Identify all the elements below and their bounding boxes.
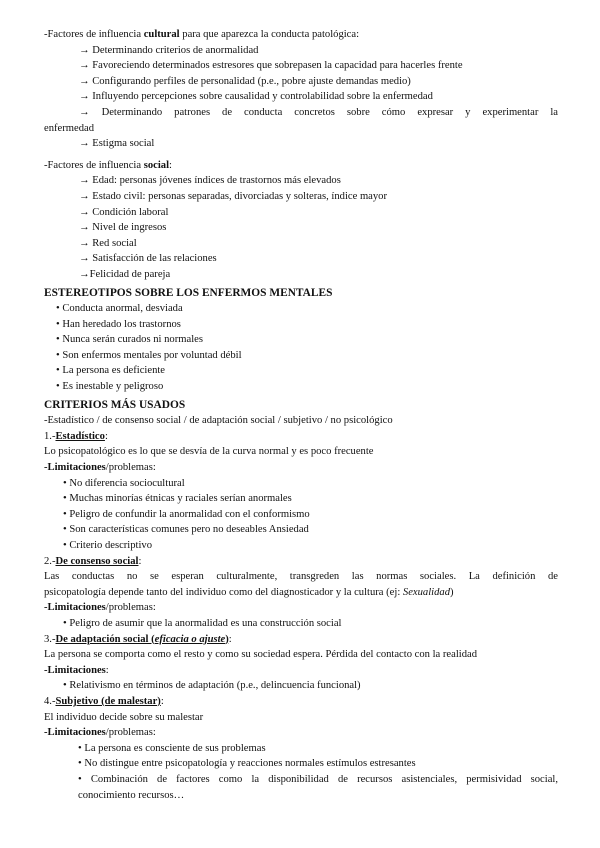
estereotipo-item: • Son enfermos mentales por voluntad débil — [56, 349, 242, 361]
criterios-list: -Estadístico / de consenso social / de adaptación social / subjetivo / no psicológico — [44, 415, 393, 427]
cultural-item: → Configurando perfiles de personalidad (p.e., pobre ajuste demandas medio) — [79, 75, 411, 87]
estereotipo-item: • Es inestable y peligroso — [56, 381, 164, 393]
limitacion-item: • Muchas minorías étnicas y raciales serían anormales — [63, 493, 292, 505]
limitacion-item: • Son características comunes pero no deseables Ansiedad — [63, 524, 309, 536]
limitaciones-label: -Limitaciones: — [44, 664, 109, 676]
estereotipo-item: • La persona es deficiente — [56, 365, 166, 377]
cultural-item: → Determinando patrones de conducta concretos sobre cómo expresar y experimentar la — [79, 106, 558, 118]
limitacion-item: • La persona es consciente de sus problemas — [78, 742, 266, 754]
document-page — [44, 27, 558, 803]
limitacion-item: • Criterio descriptivo — [63, 540, 153, 551]
estereotipo-item: • Nunca serán curados ni normales — [56, 334, 203, 346]
social-item: → Nivel de ingresos — [79, 222, 167, 234]
limitaciones-label: -Limitaciones/problemas: — [44, 602, 156, 614]
limitacion-item: • Combinación de factores como la disponibilidad de recursos asistenciales, permisividad social, — [78, 773, 558, 785]
social-item: →Felicidad de pareja — [79, 268, 171, 280]
cultural-item: → Influyendo percepciones sobre causalidad y controlabilidad sobre la enfermedad — [79, 91, 433, 103]
criterio-consenso-definition: Las conductas no se esperan culturalmente, transgreden las normas sociales. La definición de — [44, 571, 558, 583]
social-intro: -Factores de influencia social: — [44, 159, 172, 171]
limitacion-item: • No distingue entre psicopatología y reacciones normales estímulos estresantes — [78, 758, 416, 770]
limitacion-item: • Peligro de confundir la anormalidad con el conformismo — [63, 508, 310, 520]
criterio-adaptacion-definition: La persona se comporta como el resto y como su sociedad espera. Pérdida del contacto con la realidad — [44, 649, 478, 661]
cultural-item: → Favoreciendo determinados estresores que sobrepasen la capacidad para hacerles frente — [79, 60, 463, 72]
limitaciones-label: -Limitaciones/problemas: — [44, 727, 156, 739]
estereotipo-item: • Han heredado los trastornos — [56, 318, 181, 330]
estereotipo-item: • Conducta anormal, desviada — [56, 303, 183, 315]
criterios-heading: CRITERIOS MÁS USADOS — [44, 398, 186, 411]
criterio-consenso-title: 2.-De consenso social: — [44, 555, 142, 567]
criterio-estadistico-definition: Lo psicopatológico es lo que se desvía de la curva normal y es poco frecuente — [44, 446, 374, 458]
criterio-subjetivo-definition: El individuo decide sobre su malestar — [44, 711, 204, 723]
social-item: → Estado civil: personas separadas, divorciadas y solteras, índice mayor — [79, 190, 388, 202]
estereotipos-heading: ESTEREOTIPOS SOBRE LOS ENFERMOS MENTALES — [44, 286, 333, 299]
cultural-item: → Determinando criterios de anormalidad — [79, 44, 259, 56]
limitacion-item: • No diferencia sociocultural — [63, 477, 185, 489]
cultural-item: → Estigma social — [79, 138, 155, 150]
criterio-adaptacion-title: 3.-De adaptación social (eficacia o ajuste): — [44, 633, 232, 645]
criterio-subjetivo-title: 4.-Subjetivo (de malestar): — [44, 695, 164, 707]
limitacion-item: • Peligro de asumir que la anormalidad es una construcción social — [63, 617, 342, 629]
social-item: → Red social — [79, 237, 137, 249]
criterio-consenso-definition-cont: psicopatología depende tanto del individuo como del diagnosticador y la cultura (ej: Sexualidad) — [44, 586, 454, 598]
cultural-intro: -Factores de influencia cultural para que aparezca la conducta patológica: — [44, 29, 360, 40]
criterio-estadistico-title: 1.-Estadístico: — [44, 430, 108, 442]
social-item: → Condición laboral — [79, 206, 169, 218]
social-item: → Edad: personas jóvenes índices de trastornos más elevados — [79, 175, 341, 187]
limitaciones-label: -Limitaciones/problemas: — [44, 462, 156, 474]
limitacion-item-continuation: conocimiento recursos… — [78, 789, 185, 801]
social-item: → Satisfacción de las relaciones — [79, 253, 217, 265]
cultural-item-continuation: enfermedad — [44, 122, 94, 134]
limitacion-item: • Relativismo en términos de adaptación (p.e., delincuencia funcional) — [63, 680, 361, 692]
